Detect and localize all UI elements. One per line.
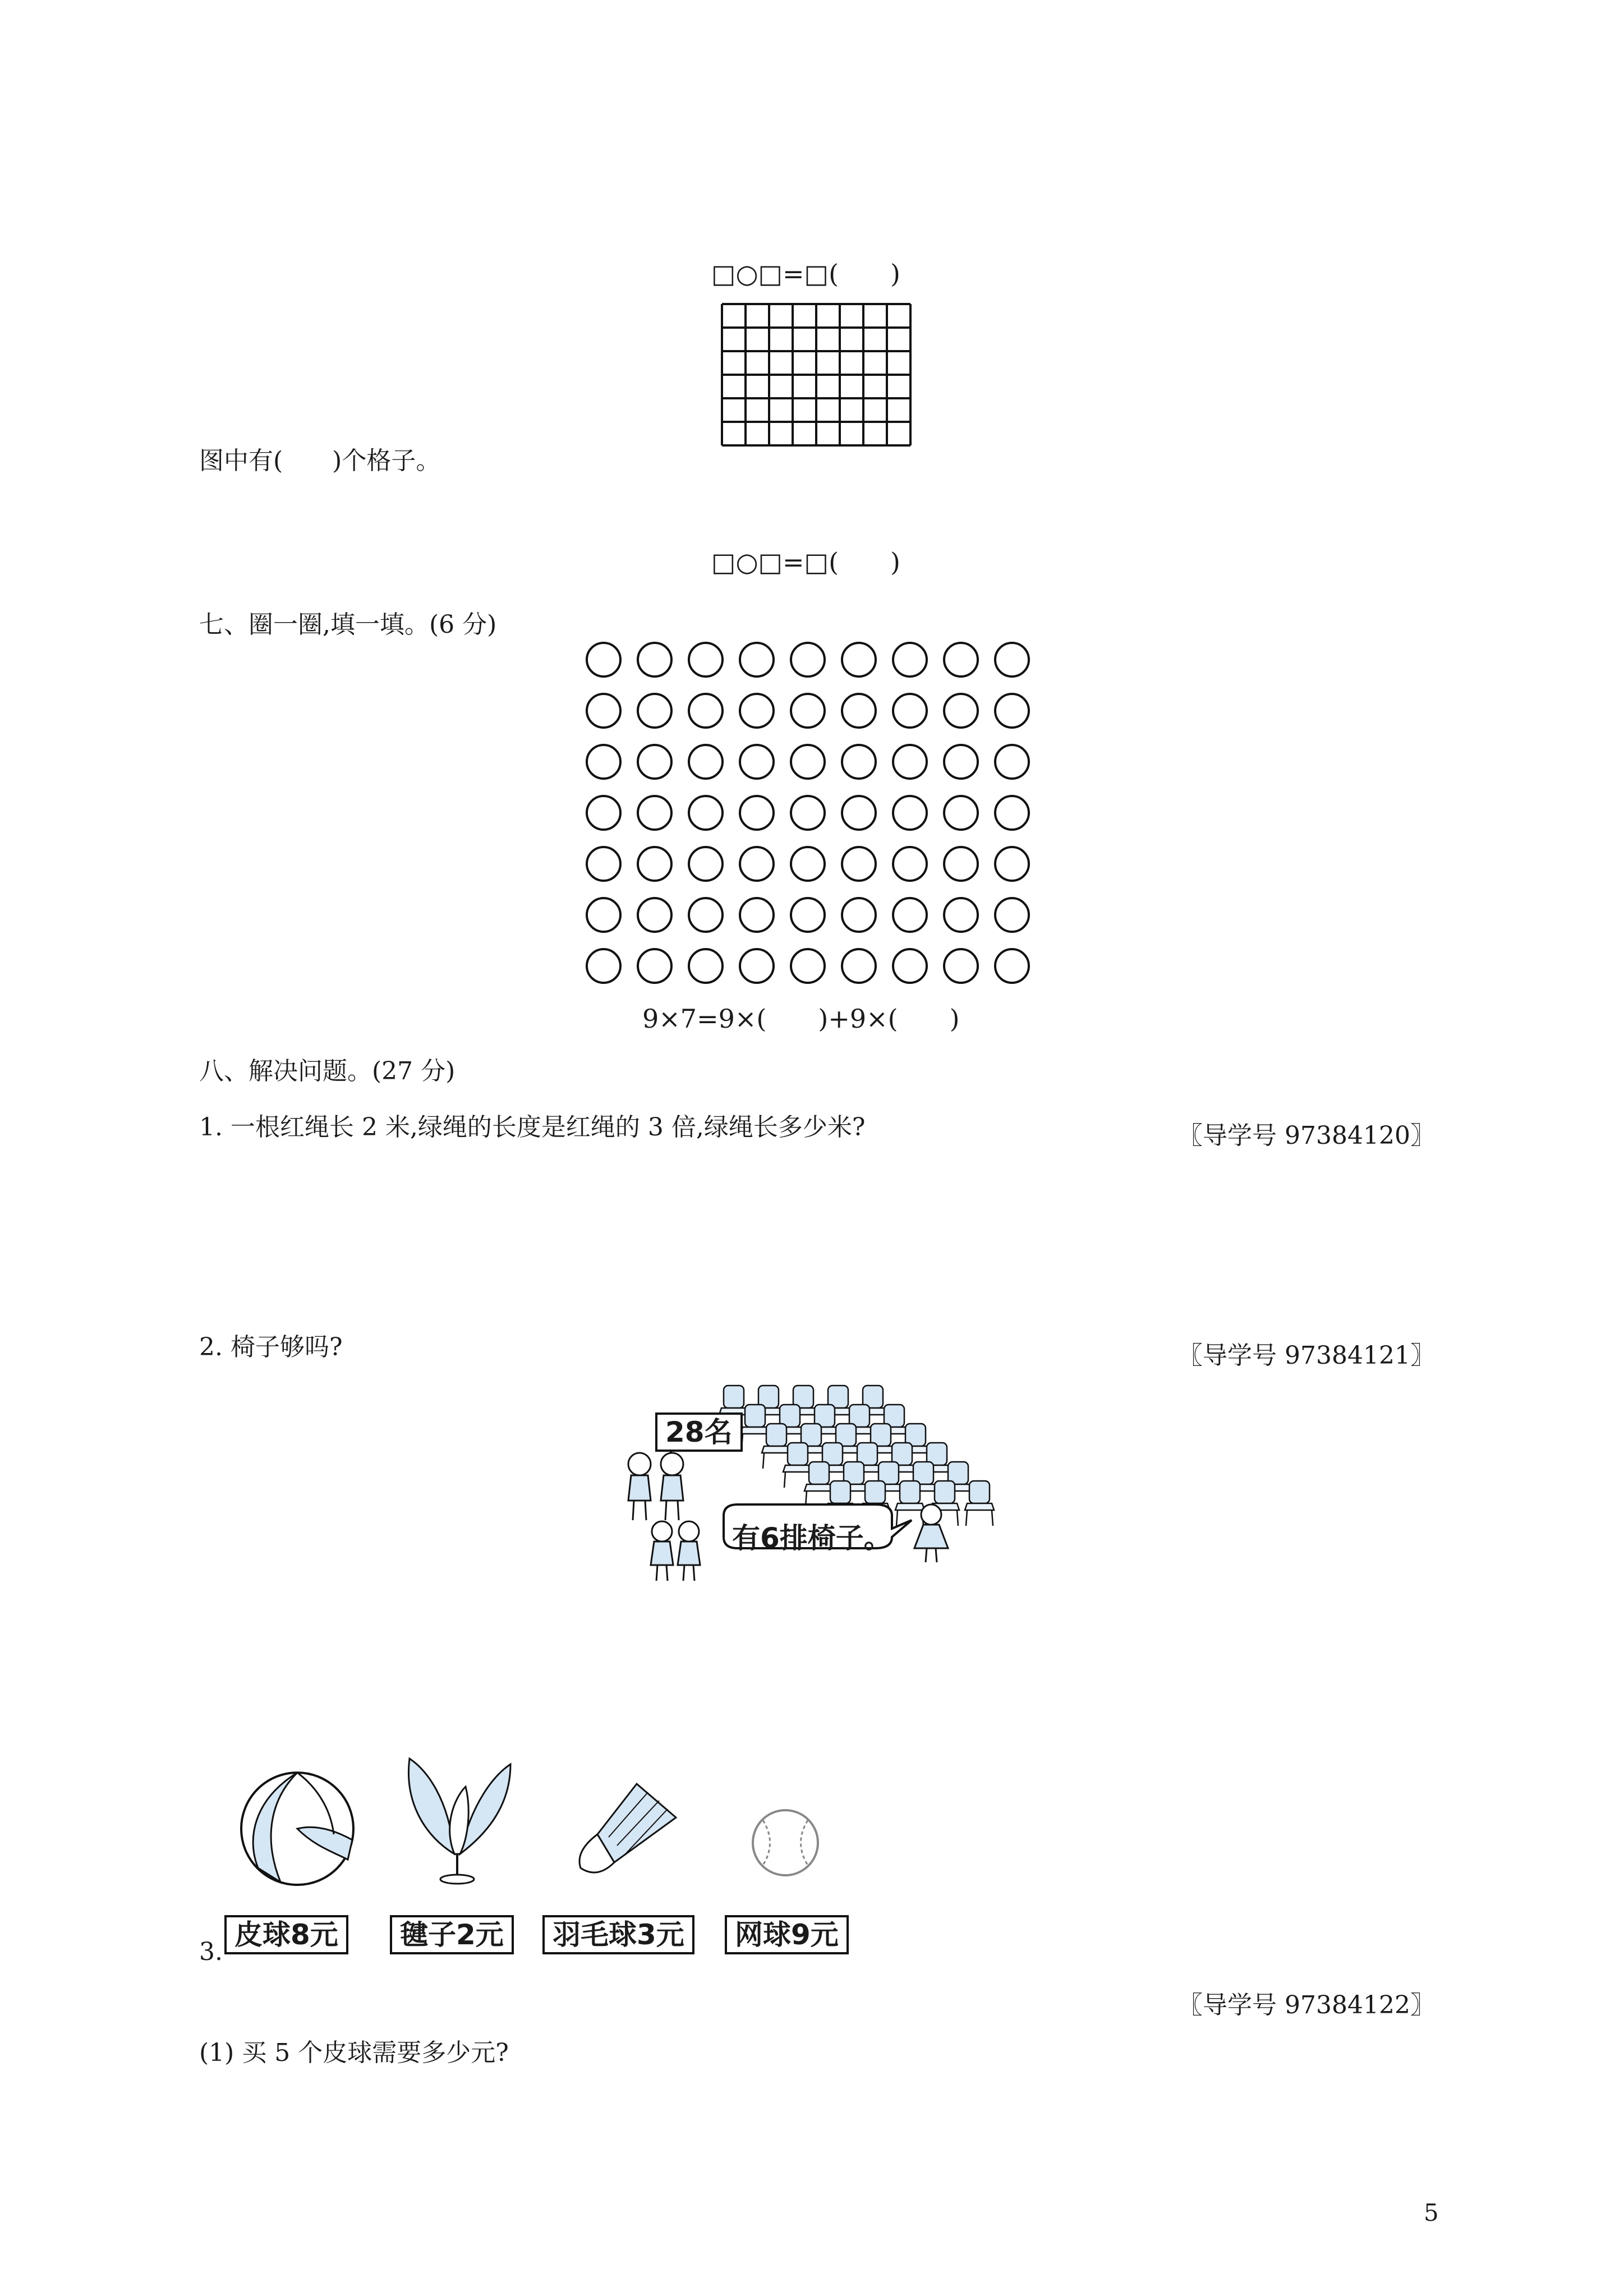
circle (740, 796, 774, 830)
circle (587, 796, 620, 830)
circle (791, 847, 825, 881)
shuttlecock-feather-icon (393, 1753, 522, 1888)
chair (804, 1462, 834, 1507)
circle (689, 796, 723, 830)
circle (791, 643, 825, 677)
circle (587, 745, 620, 779)
circle (944, 847, 978, 881)
circle (689, 694, 723, 728)
question-3-number: 3. (199, 1938, 223, 1966)
circle (638, 745, 671, 779)
circle (587, 949, 620, 983)
circle (995, 745, 1029, 779)
section-8-title: 八、解决问题。(27 分) (199, 1057, 456, 1085)
circle-array (583, 639, 1043, 999)
kid-figure-3 (651, 1521, 673, 1581)
circle (638, 949, 671, 983)
kid-figure-1 (628, 1453, 651, 1520)
circle (893, 898, 927, 932)
circle (587, 847, 620, 881)
circle (944, 745, 978, 779)
section-7-equation: 9×7=9×( )+9×( ) (642, 1004, 960, 1034)
circle (995, 643, 1029, 677)
question-2-text: 2. 椅子够吗? (199, 1333, 343, 1361)
circle (638, 898, 671, 932)
chair (762, 1424, 791, 1469)
circle (893, 847, 927, 881)
circle (791, 949, 825, 983)
equation-top: □○□=□( ) (711, 259, 900, 289)
circle (740, 847, 774, 881)
question-2-ref: 〖导学号 97384121〗 (1178, 1341, 1435, 1370)
chair (783, 1443, 812, 1488)
circle (740, 745, 774, 779)
chair (740, 1405, 770, 1450)
circle (689, 949, 723, 983)
circle (842, 643, 876, 677)
circle (740, 949, 774, 983)
circle (740, 694, 774, 728)
tennis-ball-icon (746, 1803, 825, 1882)
circle (893, 694, 927, 728)
circle (893, 643, 927, 677)
circle (842, 949, 876, 983)
circle (842, 745, 876, 779)
circle (689, 745, 723, 779)
badminton-shuttlecock-icon (564, 1773, 693, 1896)
page-number: 5 (1424, 2199, 1439, 2226)
question-3-ref: 〖导学号 97384122〗 (1178, 1991, 1435, 2019)
circle (995, 898, 1029, 932)
kid-figure-5 (914, 1504, 948, 1562)
circle (944, 796, 978, 830)
circle (842, 694, 876, 728)
circle (842, 898, 876, 932)
circle (791, 694, 825, 728)
circle (791, 796, 825, 830)
circle (944, 643, 978, 677)
section-7-title: 七、圈一圈,填一填。(6 分) (199, 610, 497, 639)
chair (965, 1481, 994, 1526)
circle (689, 847, 723, 881)
circle (893, 796, 927, 830)
speech-text: 有6排椅子。 (732, 1522, 892, 1554)
circle (995, 694, 1029, 728)
circle (638, 643, 671, 677)
circle (944, 694, 978, 728)
grid-question: 图中有( )个格子。 (199, 447, 441, 475)
circle (587, 898, 620, 932)
kid-figure-4 (678, 1521, 700, 1581)
circle (689, 898, 723, 932)
circle (842, 847, 876, 881)
circle (842, 796, 876, 830)
circle (995, 847, 1029, 881)
circle (740, 898, 774, 932)
circle (944, 949, 978, 983)
grid-figure (721, 303, 912, 471)
circle (995, 796, 1029, 830)
circle (995, 949, 1029, 983)
sign-28: 28名 (655, 1412, 743, 1452)
price-label-jianzi: 毽子2元 (390, 1915, 514, 1954)
circle (638, 694, 671, 728)
question-1-ref: 〖导学号 97384120〗 (1178, 1121, 1435, 1150)
circle (791, 745, 825, 779)
price-label-badminton: 羽毛球3元 (542, 1915, 694, 1954)
chair (895, 1481, 924, 1526)
circle (587, 694, 620, 728)
circle (638, 796, 671, 830)
price-label-tennis: 网球9元 (725, 1915, 849, 1954)
equation-second: □○□=□( ) (711, 547, 900, 577)
circle (689, 643, 723, 677)
price-label-ball: 皮球8元 (224, 1915, 348, 1954)
circle (638, 847, 671, 881)
question-1-text: 1. 一根红绳长 2 米,绿绳的长度是红绳的 3 倍,绿绳长多少米? (199, 1113, 866, 1142)
circle (791, 898, 825, 932)
circle (587, 643, 620, 677)
question-3-sub-1: (1) 买 5 个皮球需要多少元? (199, 2039, 509, 2067)
beach-ball-icon (236, 1767, 359, 1890)
circle (893, 949, 927, 983)
kid-figure-2 (661, 1453, 683, 1520)
circle (944, 898, 978, 932)
circle (893, 745, 927, 779)
circle (740, 643, 774, 677)
